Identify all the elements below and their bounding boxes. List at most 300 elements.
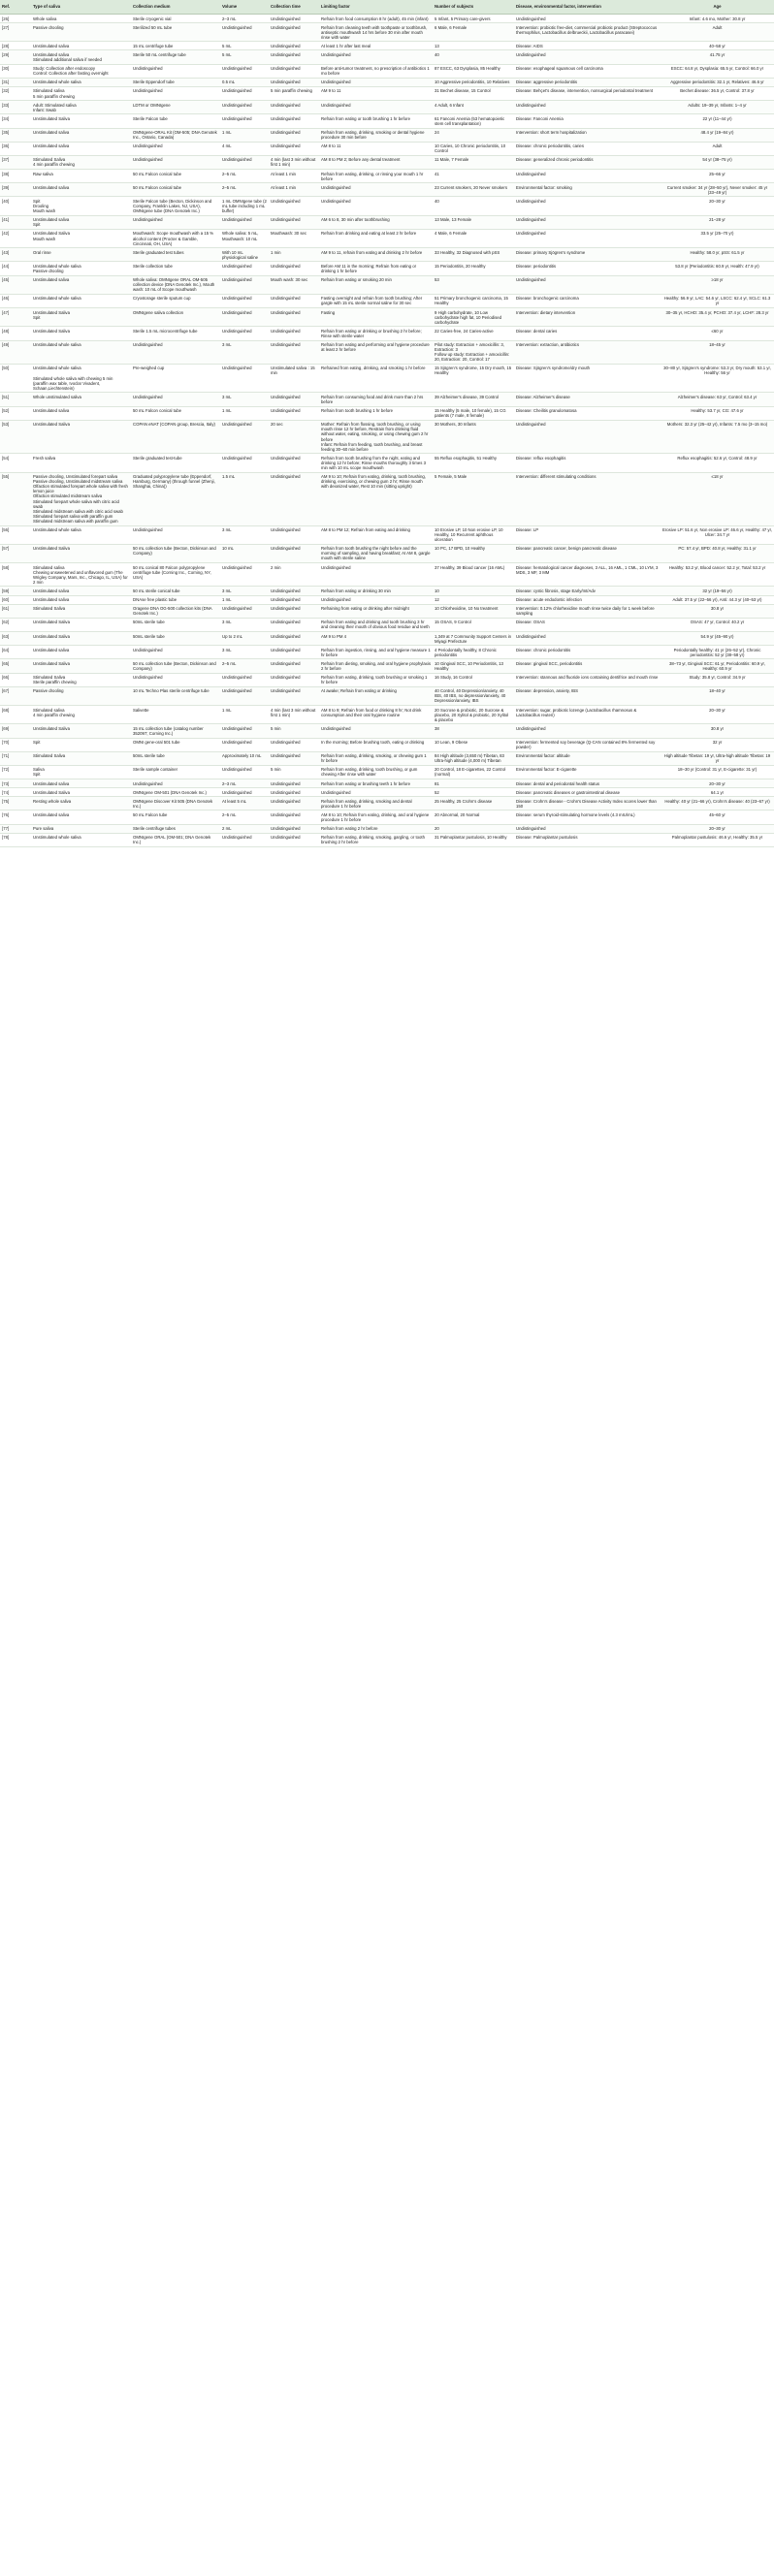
table-row [0,50,774,64]
table-row [0,406,774,420]
cell-collection-time: Undistinguished [269,406,319,420]
cell-collection-time: Undistinguished [269,215,319,229]
cell-volume: Undistinguished [220,294,269,307]
cell-disease-environment-intervention: Disease: generalized chronic periodontitis [514,155,661,169]
cell-number-of-subjects: 38 [433,724,514,738]
cell-collection-time: Undistinguished [269,604,319,618]
cell-collection-medium: OMNIgene saliva collection [131,308,220,327]
cell-collection-medium: OMNIgene Discover Kit 505 (DNA Genotek Inc.) [131,797,220,811]
table-row [0,646,774,659]
cell-collection-time: Undistinguished [269,525,319,544]
cell-number-of-subjects: 25 Healthy, 25 Crohn's disease [433,797,514,811]
cell-age: Healthy: 53.7 yr, CG: 47.6 yr [661,406,774,420]
cell-collection-medium: Pre-weighed cup [131,364,220,392]
cell-volume: Undistinguished [220,101,269,114]
cell-ref: [62] [0,618,31,631]
cell-collection-time: Undistinguished [269,646,319,659]
cell-ref: [41] [0,215,31,229]
cell-ref: [67] [0,686,31,705]
cell-collection-time: Undistinguished [269,833,319,846]
cell-limiting-factor: Refrain from eating or drinking 30 min [319,587,433,595]
cell-limiting-factor: Undistinguished [319,595,433,604]
cell-number-of-subjects: 40 [433,197,514,215]
cell-type-of-saliva: Adult: Stimulated saliva Infant: Swab [31,101,131,114]
cell-collection-time: At least 1 min [269,183,319,197]
cell-age: 25–66 yr [661,170,774,183]
cell-ref: [59] [0,587,31,595]
cell-age: Aggressive periodontitis: 32.1 yr, Relatives: 46.6 yr [661,78,774,86]
cell-collection-medium: Sterile Falcon tube (Becton, Dickinson and Company, Franklin Lakes, NJ, USA), OMNIgene tube (DNA Genotek Inc.) [131,197,220,215]
cell-number-of-subjects: 40 [433,50,514,64]
cell-number-of-subjects: 16 Study, 16 Control [433,673,514,686]
cell-volume: Undistinguished [220,64,269,78]
cell-volume: 2–5 mL [220,183,269,197]
cell-collection-medium: Sterile centrifuge tubes [131,824,220,833]
cell-disease-environment-intervention: Undistinguished [514,420,661,454]
cell-ref: [43] [0,248,31,262]
table-row [0,544,774,562]
cell-limiting-factor: Refrain from drinking and eating at least 2 hr before [319,229,433,247]
cell-volume: 2–3 mL [220,779,269,788]
cell-number-of-subjects: 24 [433,128,514,142]
cell-collection-medium: LDTM or OMNIgene [131,101,220,114]
cell-age: 48.4 yr (19–84 yr) [661,128,774,142]
table-row [0,632,774,646]
cell-collection-medium: Undistinguished [131,779,220,788]
cell-collection-medium: COPAN eNAT (COPAN group, Brescia, Italy) [131,420,220,454]
cell-disease-environment-intervention: Disease: aggressive periodontitis [514,78,661,86]
cell-volume: Undistinguished [220,364,269,392]
cell-volume: Undistinguished [220,724,269,738]
cell-volume: Undistinguished [220,765,269,779]
cell-volume: 10 mL [220,544,269,562]
cell-ref: [42] [0,229,31,247]
table-row [0,215,774,229]
cell-volume: Undistinguished [220,604,269,618]
cell-age: Adults: 19–39 yr, Infants: 1–4 yr [661,101,774,114]
cell-volume: Undistinguished [220,308,269,327]
cell-collection-time: Undistinguished [269,472,319,525]
cell-age: 32 yr [661,738,774,751]
table-row [0,587,774,595]
cell-type-of-saliva: Whole unstimulated saliva [31,393,131,406]
cell-ref: [29] [0,50,31,64]
cell-disease-environment-intervention: Disease: Behçet's disease, intervention, nonsurgical periodontal treatment [514,86,661,100]
cell-collection-medium: 50 mL sterile conical tube [131,587,220,595]
header-volume: Volume [220,0,269,15]
cell-collection-time: Undistinguished [269,393,319,406]
cell-volume: Whole saliva: 5 mL, Mouthwash: 10 mL [220,229,269,247]
table-row [0,170,774,183]
cell-collection-time: Undistinguished [269,632,319,646]
cell-ref: [37] [0,155,31,169]
cell-disease-environment-intervention: Undistinguished [514,50,661,64]
cell-type-of-saliva: Unstimulated saliva Stimulated additional saliva if needed [31,50,131,64]
cell-volume: Undistinguished [220,327,269,340]
cell-collection-medium: Undistinguished [131,673,220,686]
cell-volume: 1 mL [220,595,269,604]
cell-collection-time: Undistinguished [269,595,319,604]
cell-limiting-factor: AM 9 to 11 [319,86,433,100]
cell-age: OSAS: 47 yr, Control: 40.2 yr [661,618,774,631]
cell-number-of-subjects: 52 [433,788,514,797]
cell-collection-time: At least 1 min [269,170,319,183]
cell-limiting-factor: Refrain from eating or smoking 20 min [319,275,433,294]
cell-ref: [39] [0,183,31,197]
cell-age: ESCC: 64.8 yr, Dysplasia: 65.5 yr, Control: 66.0 yr [661,64,774,78]
cell-type-of-saliva: Unstimulated saliva [31,811,131,824]
cell-volume: Undistinguished [220,420,269,454]
cell-collection-medium: Sterile Falcon tube [131,114,220,128]
cell-ref: [66] [0,673,31,686]
cell-volume: 3 mL [220,340,269,364]
cell-volume: At least 5 mL [220,797,269,811]
cell-age: Healthy: 56.9 yr, LAC: 54.6 yr, LSCC: 62.4 yr, SCLC: 61.3 yr [661,294,774,307]
cell-type-of-saliva: Oral rinse [31,248,131,262]
cell-type-of-saliva: Unstimulated saliva [31,779,131,788]
cell-ref: [72] [0,765,31,779]
cell-number-of-subjects: 31 Palmoplantar pustulosis, 10 Healthy [433,833,514,846]
table-row [0,42,774,50]
cell-collection-time: Undistinguished [269,64,319,78]
header-type-of-saliva: Type of saliva [31,0,131,15]
cell-collection-time: Undistinguished [269,15,319,23]
cell-limiting-factor: Refrain from consuming food and drink more than 2 hrs before [319,393,433,406]
cell-age: Adult [661,23,774,42]
cell-collection-time: Undistinguished [269,197,319,215]
cell-age: Mothers: 32.3 yr (25–42 yr), Infants: 7.5 mo (3–15 mo) [661,420,774,454]
cell-collection-time: Undistinguished [269,797,319,811]
cell-type-of-saliva: Unstimulated Saliva [31,632,131,646]
cell-limiting-factor: AM 8 to PM 2; Before any dental treatment [319,155,433,169]
cell-number-of-subjects: 10 Lean, 9 Obese [433,738,514,751]
cell-age: Bechet disease: 36.5 yr, Control: 37.8 yr [661,86,774,100]
table-row [0,294,774,307]
cell-collection-time: Undistinguished [269,673,319,686]
cell-collection-time: Undistinguished [269,587,319,595]
cell-volume: Undistinguished [220,275,269,294]
cell-type-of-saliva: Unstimulated saliva [31,42,131,50]
cell-collection-medium: Sterile 50 mL centrifuge tube [131,50,220,64]
cell-collection-medium: Undistinguished [131,525,220,544]
table-row [0,142,774,155]
cell-number-of-subjects: 13 Male, 13 Female [433,215,514,229]
cell-volume: Undistinguished [220,738,269,751]
table-row [0,308,774,327]
cell-ref: [54] [0,454,31,472]
cell-volume: 1 mL [220,128,269,142]
cell-number-of-subjects: 4 Male, 6 Female [433,229,514,247]
header-collection-time: Collection time [269,0,319,15]
cell-disease-environment-intervention: Undistinguished [514,101,661,114]
table-row [0,101,774,114]
cell-age: 18–45 yr [661,340,774,364]
cell-volume: Undistinguished [220,833,269,846]
cell-limiting-factor: Refrain from tooth brushing 1 hr before [319,406,433,420]
cell-age: 54.9 yr (45–90 yr) [661,632,774,646]
cell-collection-time: Undistinguished [269,779,319,788]
cell-ref: [38] [0,170,31,183]
cell-type-of-saliva: Unstimulated Saliva Mouth wash [31,229,131,247]
cell-number-of-subjects: 12 [433,595,514,604]
cell-type-of-saliva: Unstimulated Saliva [31,724,131,738]
cell-collection-time: Undistinguished [269,751,319,765]
cell-volume: 1 mL OMNIgene tube (2 mL tube including 1 mL buffer) [220,197,269,215]
cell-collection-medium: Sterile cryogenic vial [131,15,220,23]
cell-volume: 2–5 mL [220,811,269,824]
cell-age: Palmoplantar pustulosis: 46.6 yr, Healthy: 35.5 yr [661,833,774,846]
cell-limiting-factor: Refrain from eating 2 hr before [319,824,433,833]
cell-ref: [70] [0,738,31,751]
cell-number-of-subjects: 33 Healthy, 32 Diagnosed with pSS [433,248,514,262]
cell-limiting-factor: AM 8 to 11 [319,142,433,155]
cell-volume: With 10 mL physiological saline [220,248,269,262]
cell-collection-time: Undistinguished [269,659,319,673]
cell-volume: 5 mL [220,42,269,50]
cell-collection-time: Undistinguished [269,42,319,50]
cell-collection-time: Undistinguished [269,142,319,155]
cell-collection-time: Undistinguished [269,788,319,797]
cell-type-of-saliva: Unstimulated whole saliva Stimulated whole saliva with chewing 5 min (paraffin wax table, Ivoclar Vivadent, Schaan,Liechtenstein) [31,364,131,392]
cell-type-of-saliva: Unstimulated saliva [31,275,131,294]
cell-disease-environment-intervention: Disease: OSAS [514,618,661,631]
table-row [0,128,774,142]
cell-ref: [52] [0,406,31,420]
cell-disease-environment-intervention: Disease: pancreatic diseases or gastrointestinal disease [514,788,661,797]
cell-type-of-saliva: Pure saliva [31,824,131,833]
cell-ref: [30] [0,64,31,78]
cell-ref: [63] [0,632,31,646]
cell-volume: 3 mL [220,618,269,631]
cell-number-of-subjects: 37 Healthy, 39 Blood cancer (16 AML) [433,563,514,587]
cell-disease-environment-intervention: Undistinguished [514,215,661,229]
cell-volume: Undistinguished [220,114,269,128]
cell-number-of-subjects: 6 Male, 6 Female [433,23,514,42]
cell-collection-medium: Undistinguished [131,86,220,100]
cell-number-of-subjects: 61 Fanconi Anemia (53 hematopoietic stem cell transplantation) [433,114,514,128]
cell-collection-medium: Sterilized 50 mL tube [131,23,220,42]
cell-type-of-saliva: Unstimulated Saliva [31,114,131,128]
cell-number-of-subjects: 10 Erosive LP, 10 Non erosive LP, 10 Healthy, 10 Recurrent aphthous ulceration [433,525,514,544]
cell-ref: [32] [0,86,31,100]
table-row [0,738,774,751]
cell-collection-time: Undistinguished [269,262,319,275]
cell-disease-environment-intervention: Disease: AIDS [514,42,661,50]
cell-collection-medium: DNAse free plastic tube [131,595,220,604]
cell-limiting-factor: AM 9 to 11, refrain from eating and drinking 2 hr before [319,248,433,262]
cell-number-of-subjects: 15 Healthy (5 male, 10 female), 15 CG patients (7 male, 8 female) [433,406,514,420]
cell-ref: [35] [0,128,31,142]
table-row [0,197,774,215]
cell-type-of-saliva: Stimulated saliva Chewing unsweetened and unflavored gum (The Wrigley Company, Mars, Inc., Chicago, IL, USA) for 2 min [31,563,131,587]
cell-age: ≤60 yr [661,327,774,340]
cell-collection-medium: Salivette [131,706,220,724]
cell-volume: 1 mL [220,706,269,724]
cell-limiting-factor: Refrain from eating or drinking or brushing 2 hr before; Rinse with sterile water [319,327,433,340]
cell-age: 22 yr (11–44 yr) [661,114,774,128]
cell-type-of-saliva: Whole saliva [31,15,131,23]
cell-volume: 2 mL [220,824,269,833]
cell-number-of-subjects: 20 Control, 18 E-cigarettes, 22 Control (normal) [433,765,514,779]
cell-collection-medium: Sterile graduated test-tube [131,454,220,472]
cell-type-of-saliva: Unstimulated saliva [31,595,131,604]
cell-volume: 5 mL [220,50,269,64]
cell-disease-environment-intervention: Disease: LP [514,525,661,544]
cell-ref: [31] [0,78,31,86]
cell-number-of-subjects: 15 Sjögren's syndrome, 15 Dry mouth, 15 Healthy [433,364,514,392]
cell-limiting-factor: Refrain from cleaning teeth with toothpaste or toothbrush, antiseptic mouthwash 14 hrs before 30 min after mouth rinse with water [319,23,433,42]
cell-limiting-factor: Refrain from eating and performing oral hygiene procedure at least 2 hr before [319,340,433,364]
cell-disease-environment-intervention: Environmental factor: E-cigarette [514,765,661,779]
cell-collection-time: 4 min (last 3 min without first 1 min) [269,706,319,724]
cell-limiting-factor: Undistinguished [319,563,433,587]
cell-age: Erosive LP: 51.6 yr, Non erosive LP: 46.6 yr, Healthy: 47 yr, Ulcer: 34.7 yr [661,525,774,544]
cell-limiting-factor: Refrain from eating, drinking, smoking and dental procedure 1 hr before [319,797,433,811]
cell-ref: [48] [0,327,31,340]
cell-volume: Up to 2 mL [220,632,269,646]
cell-ref: [71] [0,751,31,765]
cell-age: 33.5 yr (25–70 yr) [661,229,774,247]
cell-collection-medium: OMNI gene-oral 501 tube [131,738,220,751]
cell-collection-medium: OMNIgene OM-501 (DNA Genotek Inc.) [131,788,220,797]
cell-collection-medium: 50mL sterile tube [131,618,220,631]
cell-type-of-saliva: Saliva Spit [31,765,131,779]
cell-disease-environment-intervention: Disease: serum thyroid-stimulating hormone levels (4.3 mIU/mL) [514,811,661,824]
cell-number-of-subjects: 13 [433,42,514,50]
cell-ref: [74] [0,788,31,797]
cell-ref: [75] [0,797,31,811]
cell-ref: [61] [0,604,31,618]
table-row [0,525,774,544]
table-row [0,327,774,340]
cell-type-of-saliva: Unstimulated whole saliva [31,78,131,86]
cell-disease-environment-intervention: Intervention: fermented soy beverage (Q-CAN contained 8% fermented soy powder) [514,738,661,751]
cell-limiting-factor: Fasting overnight and refrain from tooth brushing; After gargle with 15 mL sterile normal saline for 30 sec [319,294,433,307]
cell-type-of-saliva: Unstimulated saliva [31,183,131,197]
cell-ref: [65] [0,659,31,673]
cell-type-of-saliva: Spit [31,738,131,751]
table-row [0,15,774,23]
cell-ref: [51] [0,393,31,406]
table-row [0,724,774,738]
cell-ref: [46] [0,294,31,307]
cell-limiting-factor: AM 9 to PM 4 [319,632,433,646]
cell-limiting-factor: Refraining from eating or drinking after midnight [319,604,433,618]
cell-disease-environment-intervention: Disease: reflux esophagitis [514,454,661,472]
table-row [0,364,774,392]
cell-number-of-subjects: 81 [433,779,514,788]
cell-collection-medium: Cryostorage sterile sputum cup [131,294,220,307]
table-row [0,797,774,811]
cell-disease-environment-intervention: Undistinguished [514,15,661,23]
cell-age: 54 yr (38–75 yr) [661,155,774,169]
cell-limiting-factor: Undistinguished [319,724,433,738]
cell-collection-medium: Sterile collection tube [131,262,220,275]
cell-age: Study: 35.8 yr, Control: 34.9 yr [661,673,774,686]
cell-collection-time: Unstimulated saliva : 15 min [269,364,319,392]
cell-number-of-subjects: 10 [433,587,514,595]
cell-disease-environment-intervention: Disease: hematological cancer diagnoses, 3 ALL, 16 AML, 1 CML, 10 LYM, 3 MDS, 3 MF, 3 MM [514,563,661,587]
table-row [0,183,774,197]
cell-type-of-saliva: Unstimulated Saliva [31,420,131,454]
cell-type-of-saliva: Unstimulated whole saliva [31,340,131,364]
cell-volume: 3 mL [220,587,269,595]
table-row [0,765,774,779]
cell-number-of-subjects: 10 Caries, 10 Chronic periodontitis, 10 Control [433,142,514,155]
cell-ref: [69] [0,724,31,738]
cell-disease-environment-intervention: Intervention: extraction, antibiotics [514,340,661,364]
cell-collection-medium: Undistinguished [131,646,220,659]
cell-volume: 3 mL [220,525,269,544]
cell-number-of-subjects: 41 [433,170,514,183]
cell-limiting-factor: Fasting [319,308,433,327]
cell-disease-environment-intervention: Disease: Fanconi Anemia [514,114,661,128]
cell-collection-time: 5 min [269,724,319,738]
cell-volume: Undistinguished [220,454,269,472]
cell-collection-medium: Sterile 1.5 mL microcentrifuge tube [131,327,220,340]
cell-ref: [77] [0,824,31,833]
cell-collection-time: Undistinguished [269,78,319,86]
cell-collection-medium: 15 mL centrifuge tube [131,42,220,50]
cell-limiting-factor: Refrain from tooth brushing the night before and the morning of sampling, and having breakfast; At AM 8, gargle mouth with sterile saline [319,544,433,562]
cell-limiting-factor: Refrain from ingestion, rinsing, and oral hygiene measure 1 hr before [319,646,433,659]
cell-volume: Undistinguished [220,215,269,229]
cell-type-of-saliva: Unstimulated saliva [31,128,131,142]
cell-number-of-subjects: 51 Primary bronchogenic carcinoma, 15 Healthy [433,294,514,307]
table-row [0,779,774,788]
cell-collection-medium: 15 mL collection tube (catalog number 352097; Corning Inc.) [131,724,220,738]
cell-limiting-factor: Refrain from eating, drinking, or rinsing your mouth 1 hr before [319,170,433,183]
cell-age: Alzheimer's disease: 63 yr, Control: 63.4 yr [661,393,774,406]
cell-type-of-saliva: Unstimulated saliva [31,646,131,659]
cell-age: Healthy: 40 yr (21–66 yr), Crohn's disease: 40 (23–67 yr) [661,797,774,811]
cell-disease-environment-intervention: Intervention: different stimulating conditions [514,472,661,525]
cell-ref: [45] [0,275,31,294]
cell-type-of-saliva: Stimulated Saliva Sterile paraffin chewing [31,673,131,686]
cell-collection-medium: Sterile Eppendorf tube [131,78,220,86]
header-number-of-subjects: Number of subjects [433,0,514,15]
table-row [0,248,774,262]
cell-disease-environment-intervention: Undistinguished [514,197,661,215]
cell-ref: [57] [0,544,31,562]
table-row [0,114,774,128]
cell-disease-environment-intervention: Undistinguished [514,724,661,738]
cell-limiting-factor: Refrain from eating, drinking, smoking or dental hygiene procedure 30 min before [319,128,433,142]
cell-volume: 3 mL [220,393,269,406]
cell-ref: [47] [0,308,31,327]
cell-ref: [26] [0,15,31,23]
cell-number-of-subjects: 4 Adult, 6 Infant [433,101,514,114]
cell-number-of-subjects: 10 Chlorhexidine, 10 No treatment [433,604,514,618]
cell-collection-medium: 50 mL Falcon tube [131,811,220,824]
cell-disease-environment-intervention: Intervention: probiotic free-diet, commercial probiotic product (Streptococcus thermophilus, Lactobacillus delbrueckii, Lactobacillus paracasei) [514,23,661,42]
cell-disease-environment-intervention: Disease: periodontitis [514,262,661,275]
cell-collection-medium: 50 mL Falcon conical tube [131,170,220,183]
cell-collection-medium: 50 mL Falcon conical tube [131,406,220,420]
cell-volume: Undistinguished [220,788,269,797]
cell-number-of-subjects: 20 [433,824,514,833]
cell-limiting-factor: Refrain from eating, drinking, smoking, gargling, or tooth brushing 2 hr before [319,833,433,846]
table-row [0,604,774,618]
table-row [0,788,774,797]
cell-number-of-subjects: 84 High altitude (3,650 m) Tibetan, 83 Ultra-high altitude (4,000 m) Tibetan [433,751,514,765]
cell-type-of-saliva: Unstimulated Saliva [31,327,131,340]
table-row [0,811,774,824]
cell-disease-environment-intervention: Disease: Cheilitis granulomatosa [514,406,661,420]
cell-type-of-saliva: Passive drooling [31,686,131,705]
cell-volume: 3 mL [220,646,269,659]
cell-collection-medium: 50mL sterile tube [131,751,220,765]
